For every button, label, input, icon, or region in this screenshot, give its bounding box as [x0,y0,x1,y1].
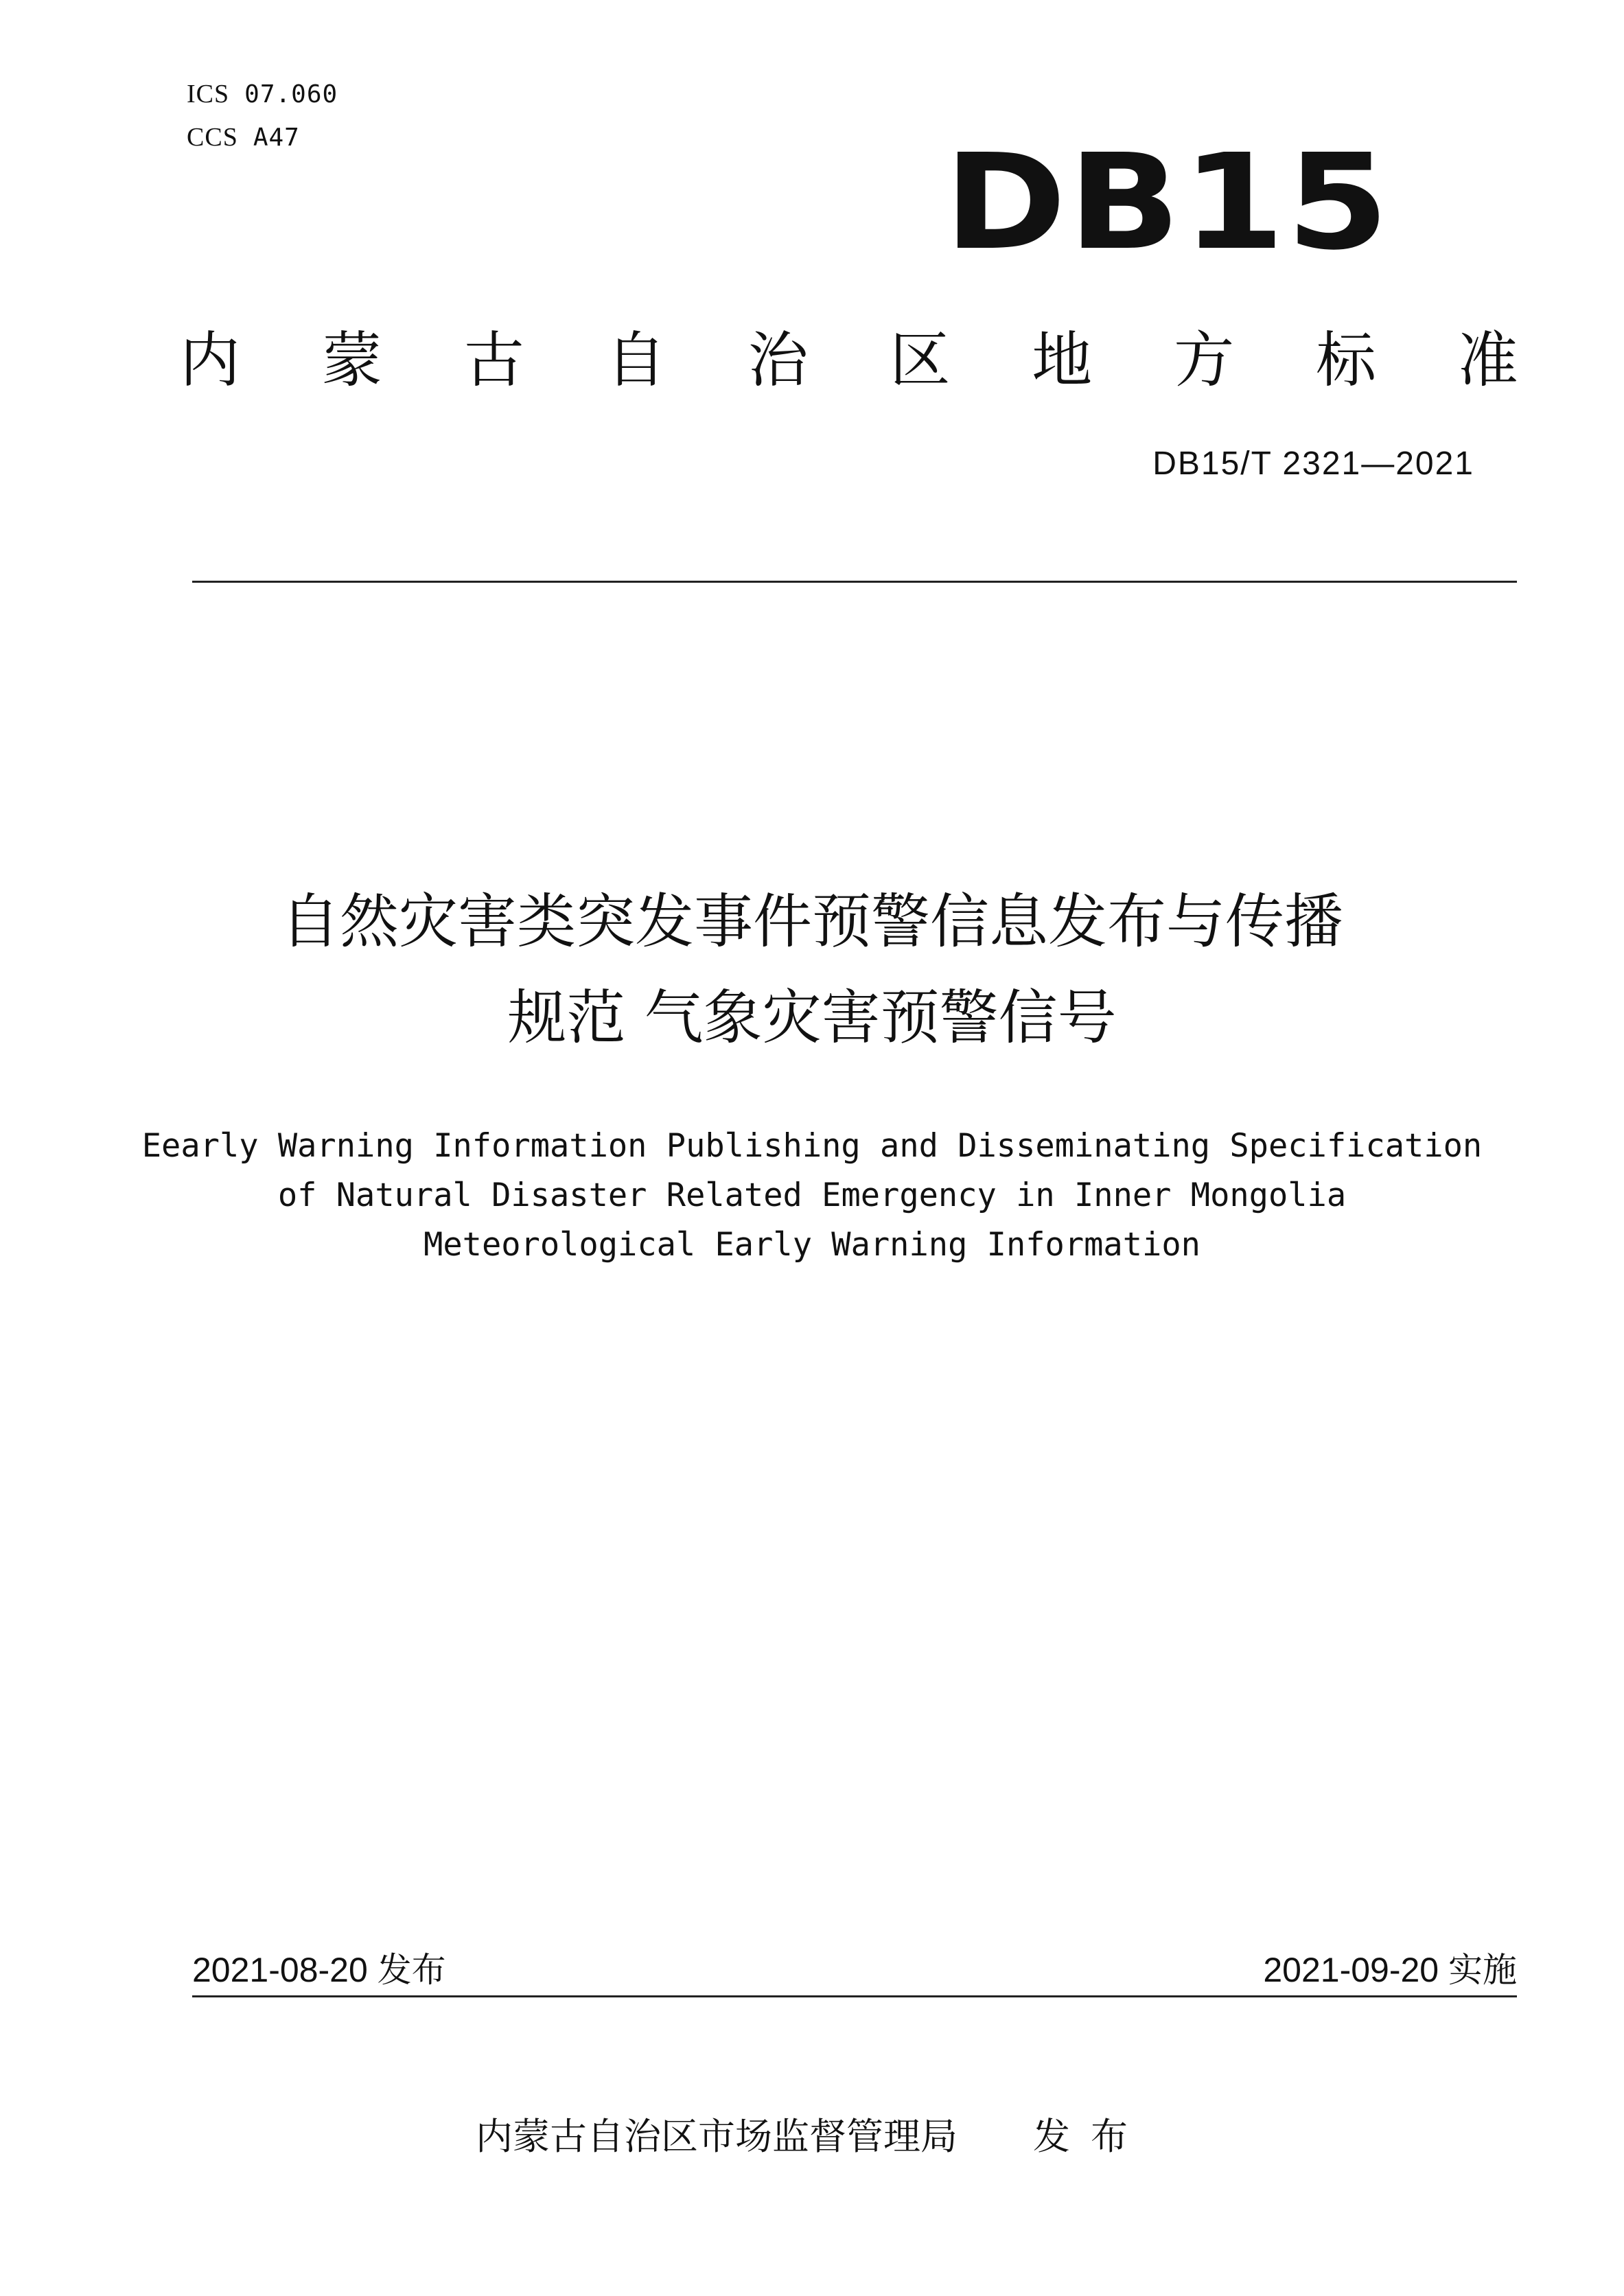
issuer-name: 内蒙古自治区市场监督管理局 [476,2115,958,2158]
title-zh-line-1: 自然灾害类突发事件预警信息发布与传播 [281,888,1343,956]
implement-date: 2021-09-20 实施 [1263,1951,1517,1989]
title-zh-line-2: 规范 气象灾害预警信号 [507,984,1117,1052]
ics-value: 07.060 [244,80,338,108]
standard-type-char: 方 [1174,325,1235,395]
publish-date: 2021-08-20 发布 [192,1951,446,1989]
standard-type-char: 自 [605,325,666,395]
header-divider [192,581,1517,583]
standard-type-char: 区 [890,325,951,395]
standard-type-char: 标 [1316,325,1377,395]
standard-type-char: 地 [1032,325,1093,395]
standard-type-char: 内 [180,325,241,395]
title-en-line-3: Meteorological Early Warning Information [424,1226,1200,1264]
standard-type-title [180,312,1518,399]
standard-type-char: 古 [463,325,524,395]
issue-action: 发布 [1033,2115,1148,2158]
title-en-line-1: Eearly Warning Information Publishing and Disseminating Specification [141,1127,1483,1165]
title-en-line-2: of Natural Disaster Related Emergency in Inner Mongolia [277,1176,1347,1214]
footer-divider [192,1995,1517,1997]
ccs-value: A47 [253,124,300,152]
standard-type-char: 治 [747,325,809,395]
db15-logo: DB15 [944,126,1391,279]
ccs-label: CCS [187,123,238,152]
standard-type-char: 蒙 [321,325,382,395]
issuer-line [0,2107,1624,2160]
standard-number: DB15/T 2321—2021 [1152,445,1474,482]
ccs-code [187,122,300,152]
standard-type-char: 准 [1457,325,1518,395]
ics-code [187,79,338,109]
ics-label: ICS [187,80,230,108]
